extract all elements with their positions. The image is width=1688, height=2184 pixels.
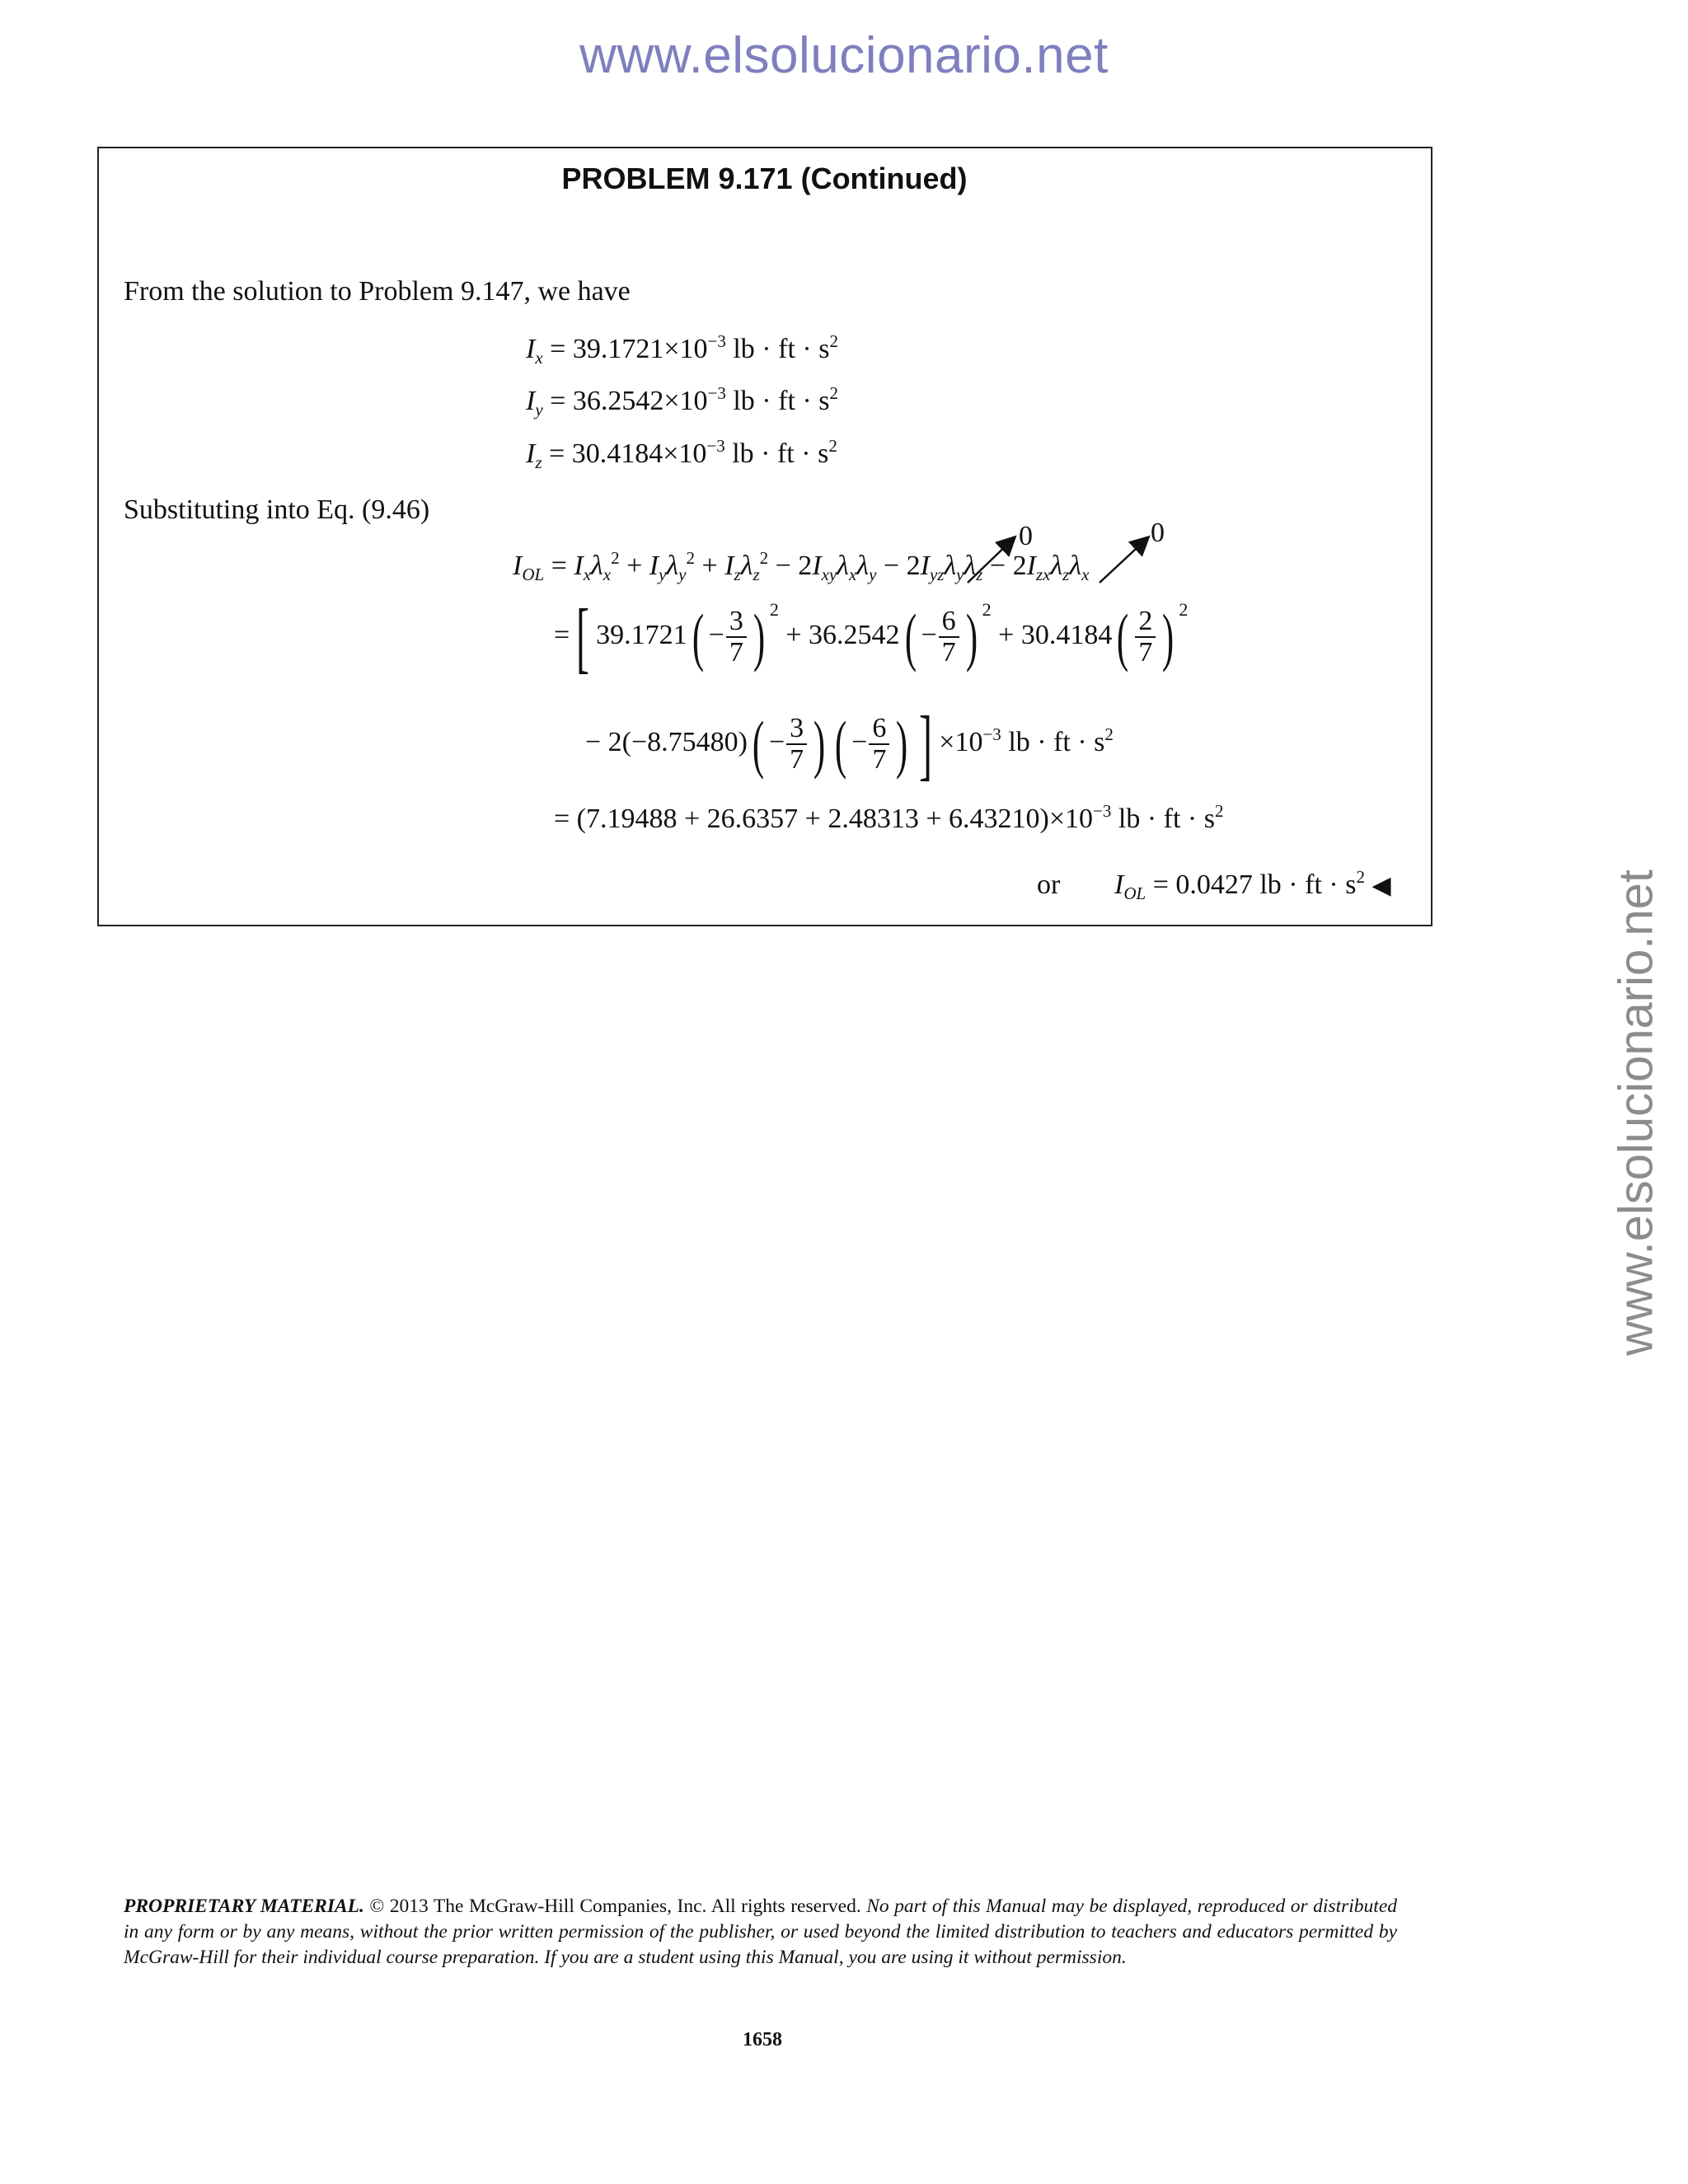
equation-iol-general: $I_{OL} = I_x\lambda_x^2 + I_y\lambda_y^2 + I_z\lambda_z^2 - 2I_{xy}\lambda_x\lambda_y - 2I_{yz}\lambda_y\lambda_z - 2I_{zx}\lambda_z\lambda_x$ xyxy=(513,548,1090,584)
zero-mark-iyz: 0 xyxy=(1019,521,1033,551)
cancel-arrow-izx xyxy=(1100,538,1147,583)
moment-iz: $I_z = 30.4184\times 10^{-3}$ lb · ft · $s^2$ xyxy=(526,436,837,472)
page-number: 1658 xyxy=(743,2029,782,2050)
final-answer: $I_{OL} = 0.0427$ lb · ft · $s^2$ ◀ xyxy=(1114,867,1391,903)
substituting-text: Substituting into Eq. (9.46) xyxy=(124,494,430,525)
answer-marker-icon: ◀ xyxy=(1372,871,1391,900)
answer-or: or xyxy=(1037,869,1061,900)
watermark-url-side[interactable]: www.elsolucionario.net xyxy=(1609,869,1663,1356)
equation-substitution-1: =[ 39.1721( − $\frac{3}{7}$ ) $^2$ + 36.2542( − $\frac{6}{7}$ ) $^2$ + 30.4184( $\frac{2}{7}$ ) $^2$ xyxy=(554,593,1189,681)
zero-mark-izx: 0 xyxy=(1151,518,1165,548)
equation-sum: = $(7.19488 + 26.6357 + 2.48313 + 6.43210)\times 10^{-3}$ lb · ft · $s^2$ xyxy=(554,801,1224,834)
intro-text: From the solution to Problem 9.147, we have xyxy=(124,276,631,307)
equation-substitution-2: − 2(−8.75480)( − $\frac{3}{7}$ ) ( − $\frac{6}{7}$ ) ] $\times 10^{-3}$ lb · ft · $s^2$ xyxy=(585,700,1114,788)
copyright-notice: PROPRIETARY MATERIAL. © 2013 The McGraw-Hill Companies, Inc. All rights reserved. No part of this Manual may be displayed, reproduced or distributed in any form or by any means, without the prior written permission of the publisher, or used beyond the limited distribution to teachers and educators permitted by McGraw-Hill for their individual course preparation. If you are a student using this Manual, you are using it without permission. xyxy=(124,1896,1398,1968)
moment-ix: $I_x = 39.1721\times 10^{-3}$ lb · ft · $s^2$ xyxy=(526,331,838,368)
problem-heading: PROBLEM 9.171 (Continued) xyxy=(561,162,968,195)
moment-iy: $I_y = 36.2542\times 10^{-3}$ lb · ft · $s^2$ xyxy=(526,383,838,419)
watermark-url-top[interactable]: www.elsolucionario.net xyxy=(579,27,1109,84)
